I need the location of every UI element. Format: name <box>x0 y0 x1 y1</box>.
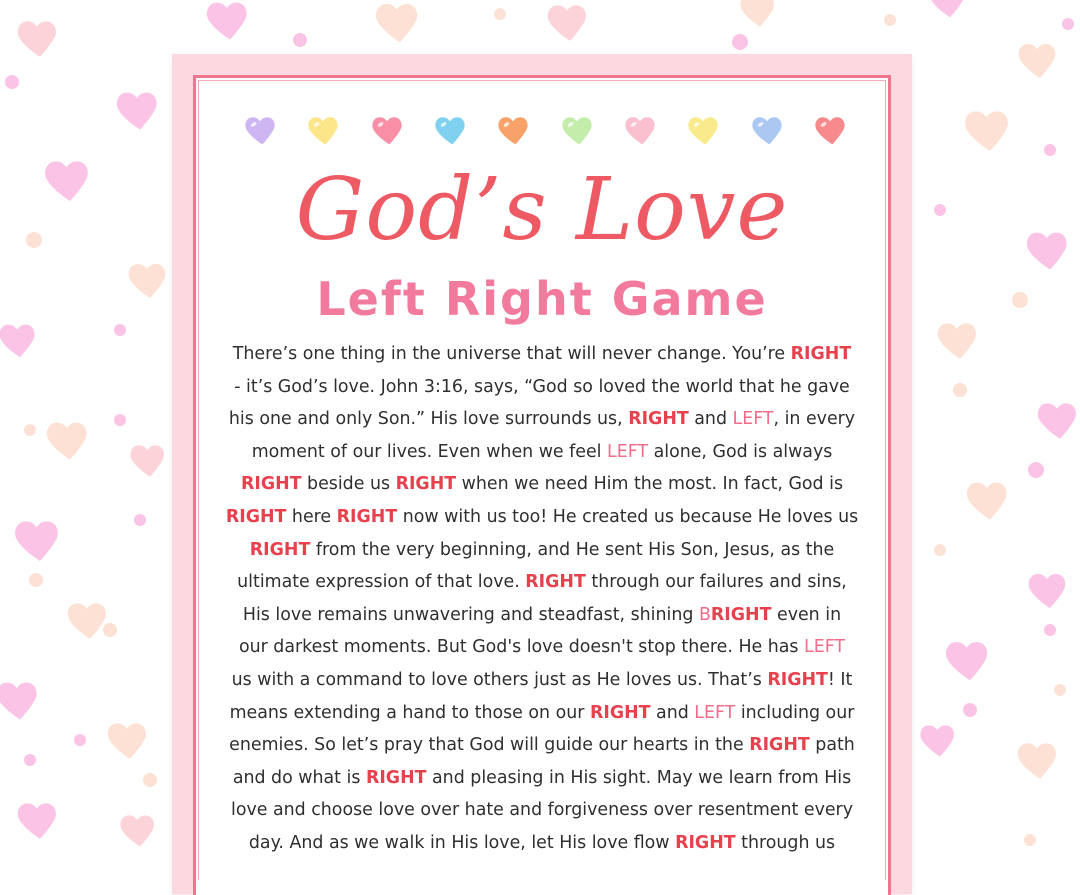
story-line <box>214 403 870 436</box>
story-segment: His love remains unwavering and steadfast, shining <box>242 604 699 625</box>
background-heart-icon <box>376 4 417 42</box>
background-dot <box>934 204 946 216</box>
background-dot <box>1062 18 1074 30</box>
background-heart-icon <box>1019 44 1056 78</box>
story-line <box>214 566 870 599</box>
keyword-right: RIGHT <box>710 604 772 625</box>
candy-heart-icon <box>683 110 723 150</box>
story-segment: enemies. So let’s pray that God will guide our hearts in the <box>229 735 750 756</box>
story-line <box>214 599 870 632</box>
background-heart-icon <box>930 0 965 17</box>
background-heart-icon <box>120 815 154 846</box>
story-segment: when we need Him the most. In fact, God is <box>456 474 844 495</box>
background-dot <box>934 544 946 556</box>
story-line <box>214 729 870 762</box>
background-heart-icon <box>15 521 58 561</box>
background-heart-icon <box>965 111 1008 151</box>
background-heart-icon <box>18 21 56 56</box>
story-segment: There’s one thing in the universe that will never change. You’re <box>232 344 791 364</box>
story-segment: - it’s God’s love. John 3:16, says, “God so loved the world that he gave <box>234 376 850 397</box>
candy-heart-icon <box>367 110 407 150</box>
story-text <box>214 338 870 860</box>
background-heart-icon <box>938 323 976 358</box>
background-dot <box>29 573 43 587</box>
background-dot <box>884 14 896 26</box>
background-heart-icon <box>0 325 35 358</box>
keyword-right: RIGHT <box>790 344 852 364</box>
keyword-right: RIGHT <box>395 474 457 495</box>
story-segment: ! It <box>827 669 853 690</box>
story-segment: through us <box>735 832 836 853</box>
story-segment: beside us <box>301 474 396 495</box>
story-segment: , in every <box>773 409 856 430</box>
story-line <box>214 501 870 534</box>
story-line <box>214 371 870 404</box>
story-segment: our darkest moments. But God's love doesn't stop there. He has <box>238 637 805 658</box>
keyword-left: LEFT <box>694 702 736 723</box>
keyword-right: RIGHT <box>365 767 427 788</box>
candy-hearts-row <box>240 108 850 152</box>
background-dot <box>114 414 126 426</box>
keyword-right: RIGHT <box>336 506 398 527</box>
story-segment: including our <box>735 702 855 723</box>
background-heart-icon <box>68 603 106 638</box>
story-segment: through our failures and sins, <box>585 572 847 593</box>
story-segment: and <box>688 409 733 430</box>
keyword-right: RIGHT <box>589 702 651 723</box>
background-dot <box>1012 292 1028 308</box>
background-dot <box>103 623 117 637</box>
keyword-right: RIGHT <box>628 409 689 430</box>
story-segment: means extending a hand to those on our <box>229 702 590 723</box>
background-heart-icon <box>129 264 166 298</box>
candy-heart-icon <box>747 110 787 150</box>
story-line <box>214 338 870 371</box>
background-heart-icon <box>108 723 146 758</box>
story-segment: moment of our lives. Even when we feel <box>251 441 608 462</box>
background-dot <box>5 75 19 89</box>
background-dot <box>24 754 36 766</box>
story-segment: alone, God is always <box>648 441 833 462</box>
background-heart-icon <box>117 93 157 130</box>
background-dot <box>732 34 748 50</box>
story-segment: love and choose love over hate and forgiveness over resentment every <box>230 800 853 821</box>
background-dot <box>1028 462 1044 478</box>
story-segment: and pleasing in His sight. May we learn from His <box>426 767 852 788</box>
story-segment: his one and only Son.” His love surrounds us, <box>228 409 629 430</box>
story-segment: here <box>286 506 337 527</box>
background-heart-icon <box>130 445 164 476</box>
background-heart-icon <box>740 0 774 26</box>
keyword-left: LEFT <box>607 441 649 462</box>
story-line <box>214 794 870 827</box>
keyword-right: RIGHT <box>767 669 828 690</box>
background-dot <box>114 324 126 336</box>
background-dot <box>1044 624 1056 636</box>
background-dot <box>1054 684 1066 696</box>
candy-heart-icon <box>493 110 533 150</box>
background-dot <box>24 424 36 436</box>
background-heart-icon <box>1018 743 1056 778</box>
story-segment: path <box>809 735 855 756</box>
background-dot <box>953 383 967 397</box>
keyword-right: RIGHT <box>225 506 287 527</box>
background-heart-icon <box>967 483 1007 520</box>
story-segment: and <box>650 702 695 723</box>
background-dot <box>74 734 86 746</box>
story-segment: even in <box>771 604 842 625</box>
background-dot <box>293 33 307 47</box>
keyword-right: RIGHT <box>249 539 311 560</box>
candy-heart-icon <box>557 110 597 150</box>
background-dot <box>134 514 146 526</box>
keyword-right: RIGHT <box>749 735 810 756</box>
background-dot <box>963 703 977 717</box>
story-segment: and do what is <box>232 767 366 788</box>
background-dot <box>26 232 42 248</box>
keyword-right: RIGHT <box>675 832 736 853</box>
page-subtitle: Left Right Game <box>316 272 768 326</box>
background-heart-icon <box>946 642 987 680</box>
background-heart-icon <box>920 725 954 756</box>
keyword-left: B <box>698 604 711 625</box>
candy-heart-icon <box>810 110 850 150</box>
keyword-right: RIGHT <box>240 474 302 495</box>
story-line <box>214 697 870 730</box>
background-heart-icon <box>548 5 586 40</box>
story-segment: from the very beginning, and He sent His Son, Jesus, as the <box>310 539 835 560</box>
candy-heart-icon <box>240 110 280 150</box>
candy-heart-icon <box>303 110 343 150</box>
keyword-right: RIGHT <box>525 572 586 593</box>
story-line <box>214 436 870 469</box>
background-heart-icon <box>207 3 247 40</box>
background-heart-icon <box>47 423 87 460</box>
background-heart-icon <box>1027 233 1067 270</box>
candy-heart-icon <box>430 110 470 150</box>
story-segment: day. And as we walk in His love, let His love flow <box>248 832 676 853</box>
background-heart-icon <box>1029 574 1066 608</box>
story-segment: ultimate expression of that love. <box>237 572 526 593</box>
story-segment: now with us too! He created us because He loves us <box>397 506 859 527</box>
background-heart-icon <box>45 161 88 201</box>
candy-heart-icon <box>620 110 660 150</box>
story-line <box>214 534 870 567</box>
page-title: God’s Love <box>295 160 789 260</box>
background-dot <box>494 8 506 20</box>
story-line <box>214 631 870 664</box>
story-line <box>214 762 870 795</box>
keyword-left: LEFT <box>732 409 774 430</box>
background-dot <box>143 773 157 787</box>
background-heart-icon <box>0 683 37 720</box>
story-line <box>214 664 870 697</box>
background-heart-icon <box>18 803 56 838</box>
story-line <box>214 468 870 501</box>
keyword-left: LEFT <box>804 637 846 658</box>
background-dot <box>1024 834 1036 846</box>
story-segment: us with a command to love others just as He loves us. That’s <box>231 669 768 690</box>
story-line <box>214 827 870 860</box>
background-heart-icon <box>1038 403 1076 438</box>
background-dot <box>1044 144 1056 156</box>
